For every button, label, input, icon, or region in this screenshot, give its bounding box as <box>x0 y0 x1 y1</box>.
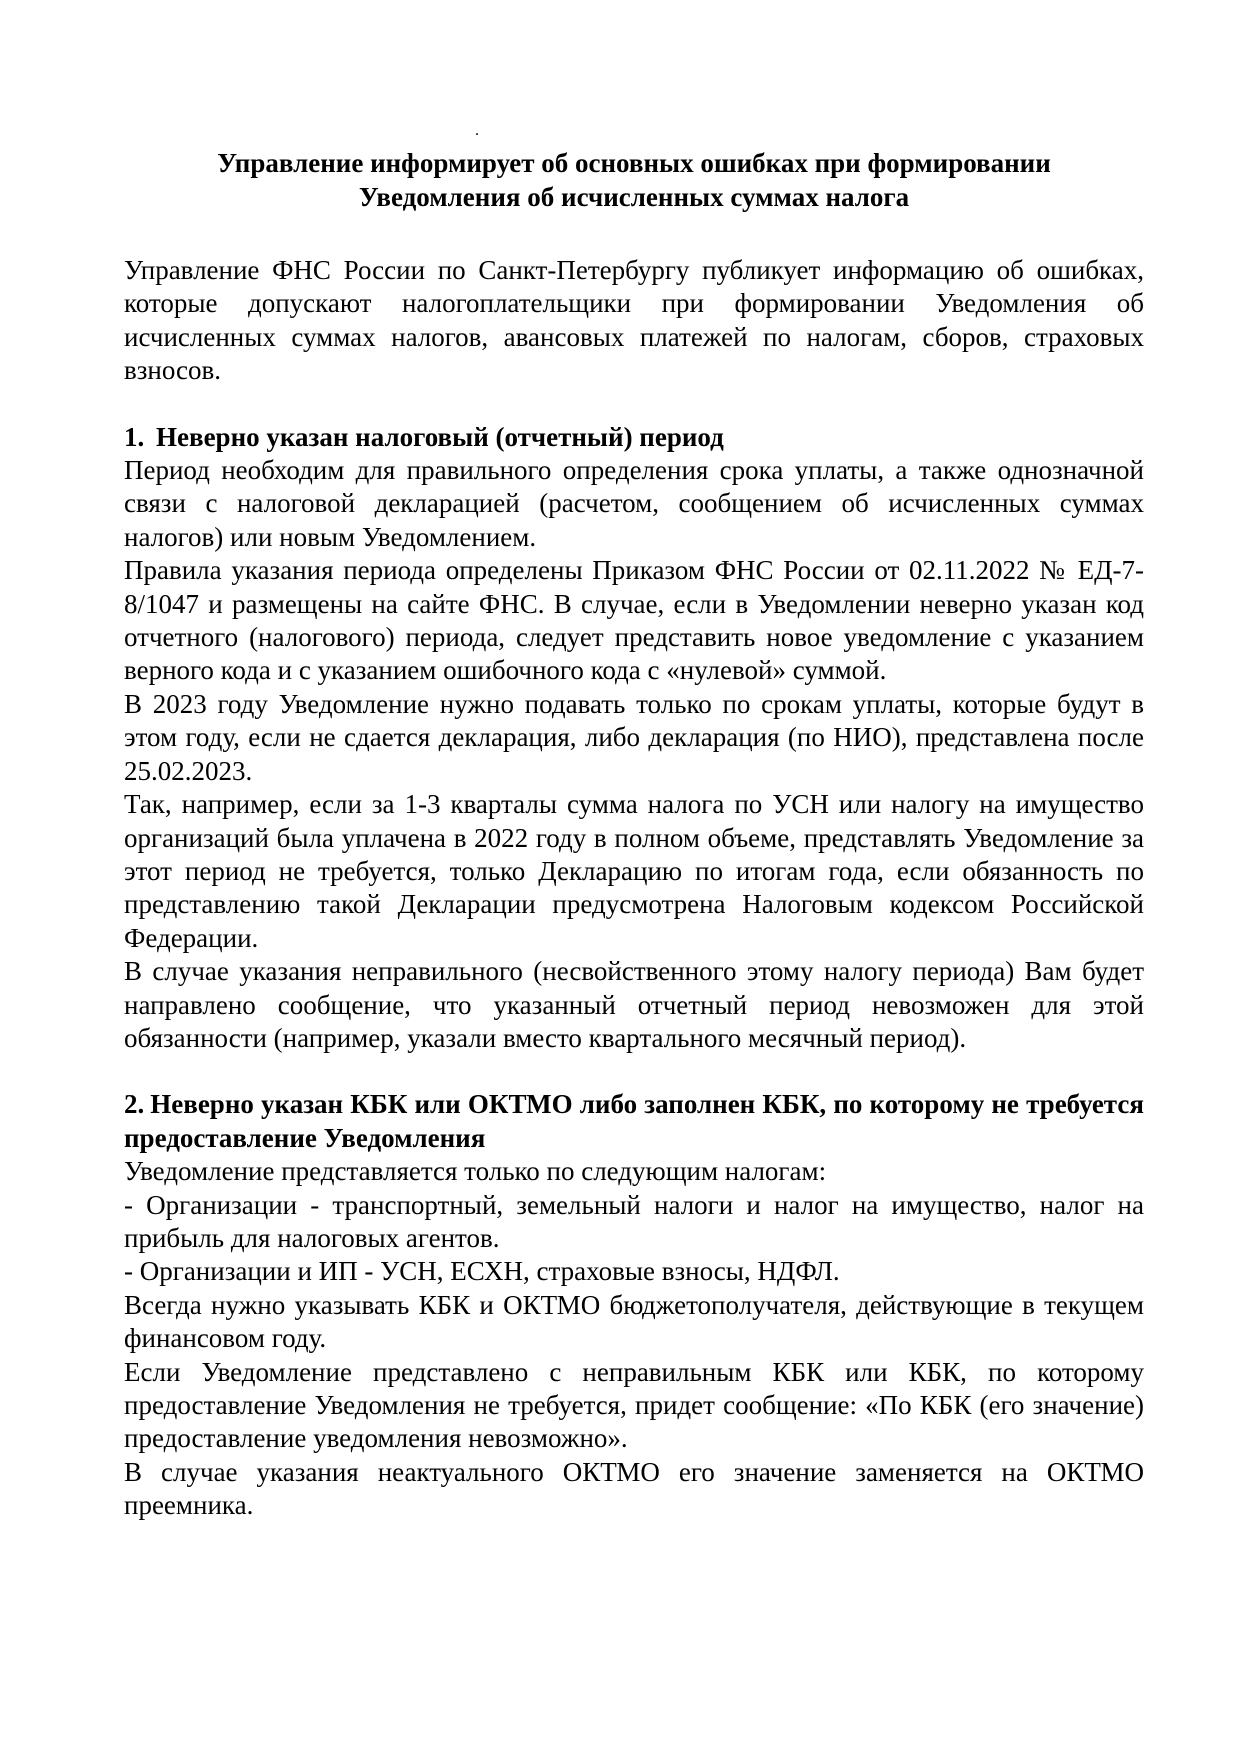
section-2-paragraph: - Организации - транспортный, земельный налоги и налог на имущество, налог на прибыль для налоговых агентов. <box>124 1189 1144 1253</box>
section-1-number: 1. <box>124 421 145 452</box>
section-2-paragraph: В случае указания неактуального ОКТМО его значение заменяется на ОКТМО преемника. <box>124 1456 1144 1521</box>
document-title <box>124 146 1144 214</box>
section-2-paragraph: - Организации и ИП - УСН, ЕСХН, страховые взносы, НДФЛ. <box>124 1256 840 1287</box>
section-1-paragraph: В случае указания неправильного (несвойственного этому налогу периода) Вам будет направлено сообщение, что указанный отчетный период невозможен для этой обязанности (например, указали вместо квартального месячный период). <box>124 956 1144 1053</box>
title-line-2: Уведомления об исчисленных суммах налога <box>358 182 910 212</box>
section-2-paragraph: Всегда нужно указывать КБК и ОКТМО бюджетополучателя, действующие в текущем финансовом году. <box>124 1289 1144 1354</box>
document-page <box>124 120 1144 1523</box>
section-2-number: 2. <box>124 1089 145 1120</box>
stray-dot: . <box>475 122 479 139</box>
section-1-paragraph: Так, например, если за 1-3 кварталы сумма налога по УСН или налогу на имущество организаций была уплачена в 2022 году в полном объеме, представлять Уведомление за этот период не требуется, только Декларацию по итогам года, если обязанность по представлению такой Декларации предусмотрена Налоговым кодексом Российской Федерации. <box>124 789 1144 953</box>
section-2-paragraph: Если Уведомление представлено с неправильным КБК или КБК, по которому предоставление Уведомления не требуется, придет сообщение: «По КБК (его значение) предоставление уведомления невозможно». <box>124 1356 1144 1454</box>
section-2-heading <box>124 1088 1144 1155</box>
section-2-heading-text: Неверно указан КБК или ОКТМО либо заполнен КБК, по которому не требуется предоставление Уведомления <box>124 1089 1144 1153</box>
section-1-paragraph: Правила указания периода определены Приказом ФНС России от 02.11.2022 № ЕД-7-8/1047 и размещены на сайте ФНС. В случае, если в Уведомлении неверно указан код отчетного (налогового) периода, следует представить новое уведомление с указанием верного кода и с указанием ошибочного кода с «нулевой» суммой. <box>124 555 1144 686</box>
section-2-paragraph: Уведомление представляется только по следующим налогам: <box>124 1156 827 1187</box>
title-line-1: Управление информирует об основных ошибках при формировании <box>217 148 1051 178</box>
section-1-heading <box>124 421 1144 454</box>
section-1-heading-text: Неверно указан налоговый (отчетный) период <box>156 421 724 452</box>
intro-paragraph: Управление ФНС России по Санкт-Петербургу публикует информацию об ошибках, которые допускают налогоплательщики при формировании Уведомления об исчисленных суммах налогов, авансовых платежей по налогам, сборов, страховых взносов. <box>124 255 1144 386</box>
section-1-paragraph: Период необходим для правильного определения срока уплаты, а также однозначной связи с налоговой декларацией (расчетом, сообщением об исчисленных суммах налогов) или новым Уведомлением. <box>124 455 1144 552</box>
section-1-paragraph: В 2023 году Уведомление нужно подавать только по срокам уплаты, которые будут в этом году, если не сдается декларация, либо декларация (по НИО), представлена после 25.02.2023. <box>124 688 1144 786</box>
